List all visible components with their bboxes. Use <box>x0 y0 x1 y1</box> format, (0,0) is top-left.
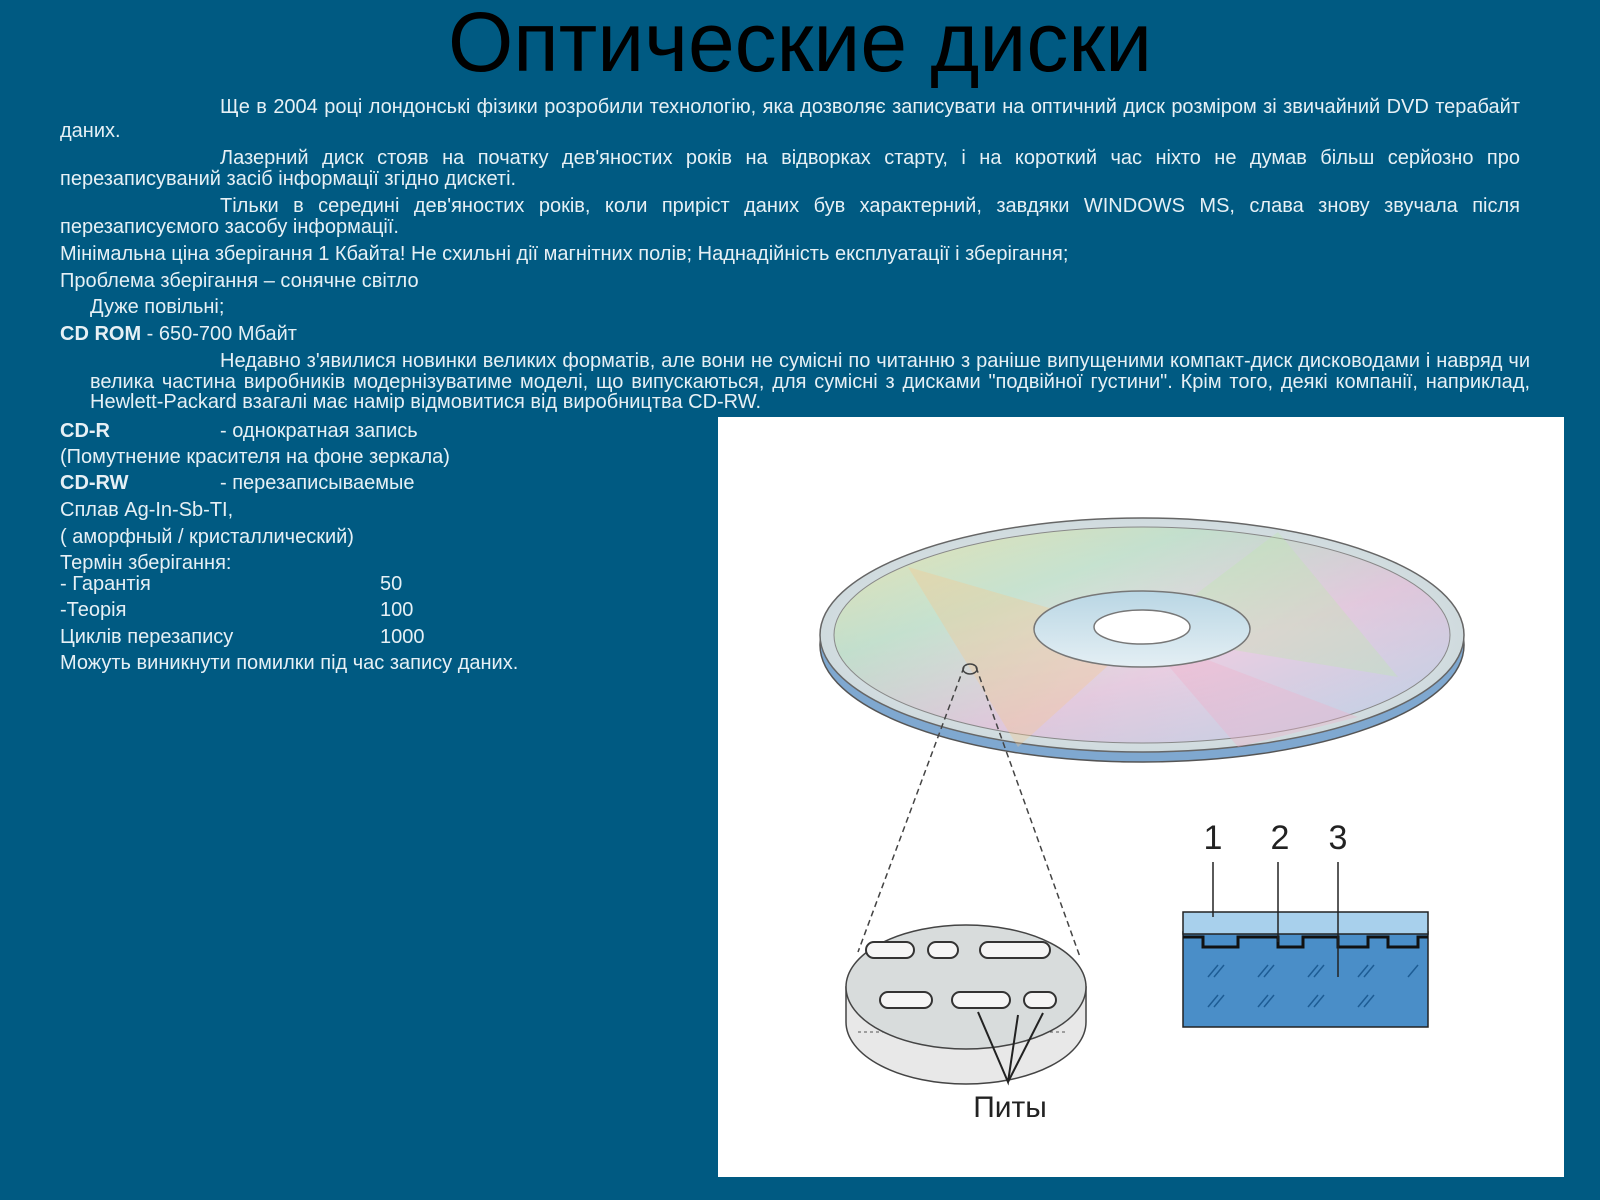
cdrom-text: - 650-700 Мбайт <box>141 323 297 345</box>
storage-row-label: Циклів перезапису <box>60 626 234 648</box>
cdrom-label: CD ROM <box>60 323 142 345</box>
paragraph-2-text: Лазерний диск стояв на початку дев'яностих років на відворках старту, і на короткий час ніхто не думав більш серйозно про перезаписуваний засіб інформації згідно дискеті. <box>60 147 1520 190</box>
paragraph-6: Дуже повільні; <box>90 296 225 318</box>
storage-row-value: 50 <box>380 573 403 595</box>
pits-magnified-icon <box>846 925 1086 1084</box>
layer-label-2: 2 <box>1270 819 1290 857</box>
cdrw-text: - перезаписываемые <box>220 472 415 494</box>
cdrw-label: CD-RW <box>60 472 129 494</box>
layer-label-1: 1 <box>1203 819 1223 857</box>
storage-heading: Термін зберігання: <box>60 552 232 574</box>
cross-section-icon <box>1183 862 1428 1027</box>
cdrw-alloy: Сплав Ag-In-Sb-TI, <box>60 499 234 521</box>
paragraph-8 <box>90 351 1530 413</box>
cdr-note: (Помутнение красителя на фоне зеркала) <box>60 446 450 468</box>
paragraph-5: Проблема зберігання – сонячне світло <box>60 270 419 292</box>
storage-row-value: 100 <box>380 599 414 621</box>
storage-row-label: -Теорія <box>60 599 127 621</box>
cd-disc-icon <box>820 518 1464 762</box>
storage-row-value: 1000 <box>380 626 425 648</box>
paragraph-1 <box>60 95 1520 143</box>
pits-label: Питы <box>973 1091 1047 1124</box>
paragraph-2 <box>60 148 1520 190</box>
paragraph-4: Мінімальна ціна зберігання 1 Кбайта! Не схильні дії магнітних полів; Наднадійність експлуатації і зберігання; <box>60 243 1069 265</box>
slide-title: Оптические диски <box>447 0 1153 89</box>
storage-row-label: - Гарантія <box>60 573 151 595</box>
cdrw-state: ( аморфный / кристаллический) <box>60 526 354 548</box>
cd-diagram <box>718 417 1564 1177</box>
cdr-text: - однократная запись <box>220 420 418 442</box>
cdr-label: CD-R <box>60 420 110 442</box>
cdrom-line <box>60 324 1520 345</box>
layer-label-3: 3 <box>1328 819 1348 857</box>
paragraph-1-text: Ще в 2004 році лондонські фізики розробили технологію, яка дозволяє записувати на оптичний диск розміром зі звичайний DVD терабайт даних. <box>60 96 1520 142</box>
paragraph-8-text: Недавно з'явилися новинки великих форматів, але вони не сумісні по читанню з раніше випущеними компакт-диск дисководами і навряд чи велика частина виробників модернізуватиме моделі, що випускаються, для сумісні з дисками "подвійної густини". Крім того, деякі компанії, наприклад, Hewlett-Packard взагалі має намір відмовитися від виробництва CD-RW. <box>90 350 1530 413</box>
paragraph-3 <box>60 196 1520 238</box>
storage-footer: Можуть виникнути помилки під час запису даних. <box>60 652 519 674</box>
paragraph-3-text: Тільки в середині дев'яностих років, коли приріст даних був характерний, завдяки WINDOWS MS, слава знову звучала після перезаписуємого засобу інформації. <box>60 195 1520 238</box>
